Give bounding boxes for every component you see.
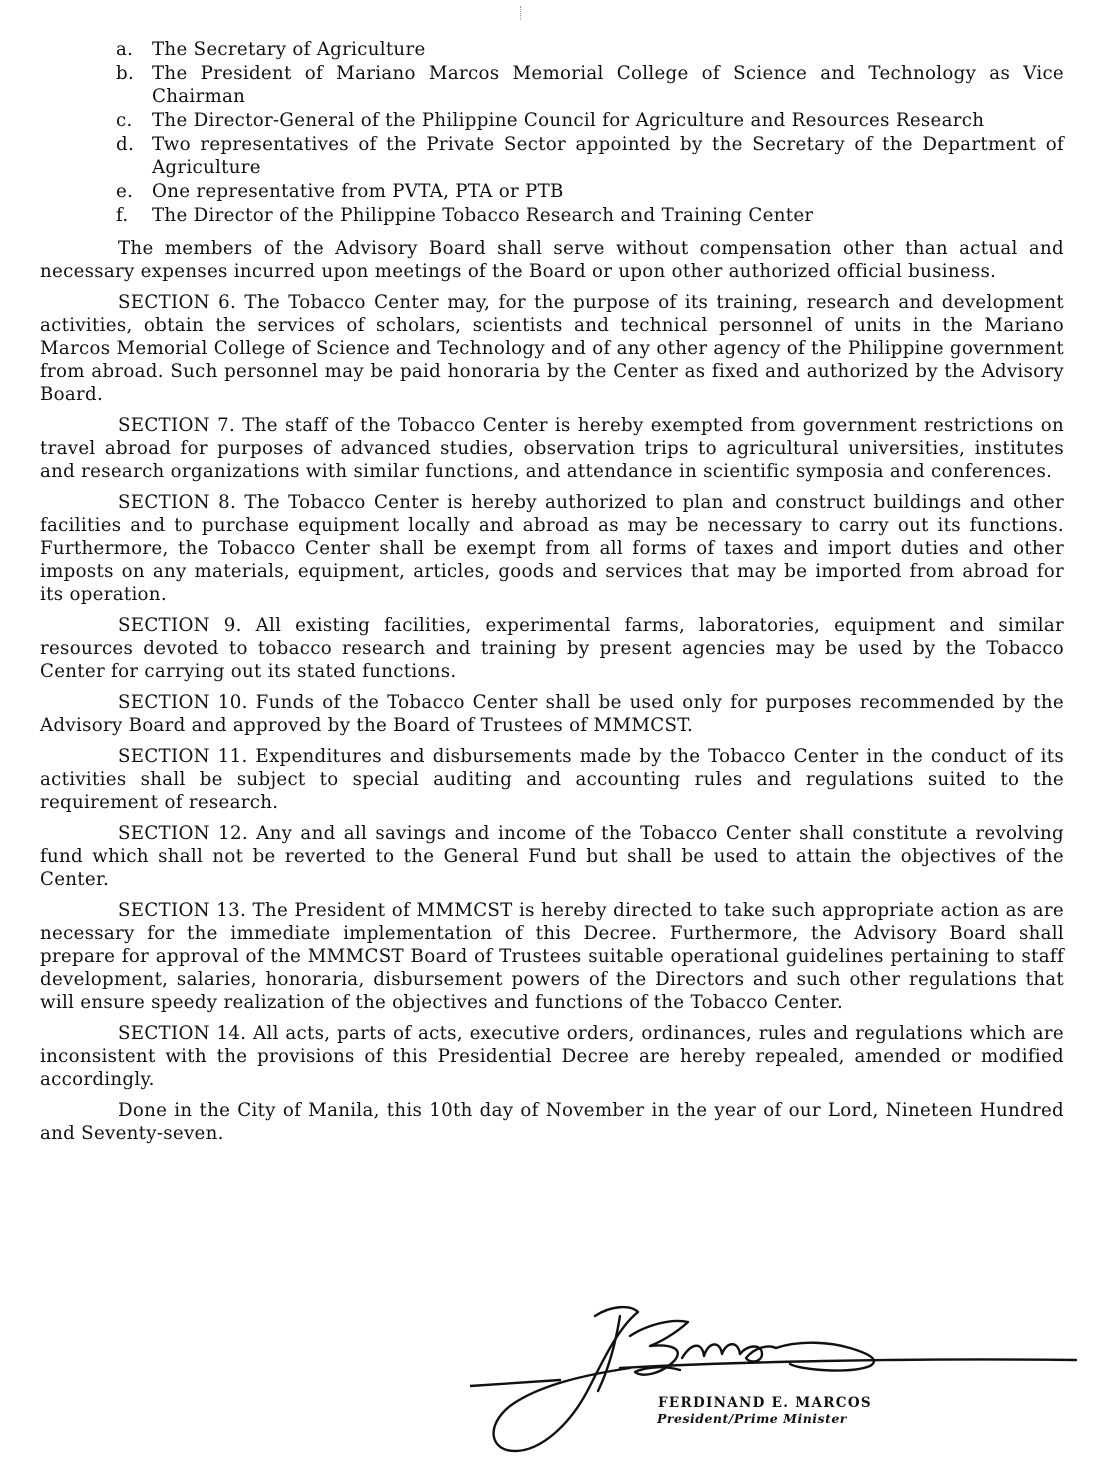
list-item-text: Two representatives of the Private Sector appointed by the Secretary of the Department of Agriculture	[152, 134, 1064, 178]
list-item-letter: e.	[116, 181, 134, 202]
list-item	[116, 204, 1064, 227]
list-item-text: The Secretary of Agriculture	[152, 39, 426, 60]
advisory-board-paragraph: The members of the Advisory Board shall serve without compensation other than actual and necessary expenses incurred upon meetings of the Board or upon other authorized official business.	[40, 238, 1064, 282]
board-members-list	[40, 38, 1064, 227]
list-item	[116, 62, 1064, 108]
signer-name: FERDINAND E. MARCOS	[658, 1395, 872, 1411]
section-7-paragraph: SECTION 7. The staff of the Tobacco Center is hereby exempted from government restrictions on travel abroad for purposes of advanced studies, observation trips to agricultural universities, institutes and research organizations with similar functions, and attendance in scientific symposia and conferences.	[40, 415, 1064, 482]
signature-block	[470, 1286, 1090, 1466]
list-item-letter: b.	[116, 63, 135, 84]
list-item	[116, 109, 1064, 132]
list-item	[116, 38, 1064, 61]
list-item-text: The Director-General of the Philippine Council for Agriculture and Resources Research	[152, 110, 985, 131]
list-item-text: The Director of the Philippine Tobacco Research and Training Center	[152, 205, 814, 226]
list-item-text: The President of Mariano Marcos Memorial College of Science and Technology as Vice Chairman	[152, 63, 1064, 107]
section-14-paragraph: SECTION 14. All acts, parts of acts, executive orders, ordinances, rules and regulations which are inconsistent with the provisions of this Presidential Decree are hereby repealed, amended or modified accordingly.	[40, 1023, 1064, 1090]
list-item-letter: d.	[116, 134, 135, 155]
list-item	[116, 133, 1064, 179]
list-item-text: One representative from PVTA, PTA or PTB	[152, 181, 564, 202]
scan-artifact	[520, 6, 523, 20]
section-13-paragraph: SECTION 13. The President of MMMCST is hereby directed to take such appropriate action as are necessary for the immediate implementation of this Decree. Furthermore, the Advisory Board shall prepare for approval of the MMMCST Board of Trustees suitable operational guidelines pertaining to staff development, salaries, honoraria, disbursement powers of the Directors and such other regulations that will ensure speedy realization of the objectives and functions of the Tobacco Center.	[40, 900, 1064, 1013]
section-12-paragraph: SECTION 12. Any and all savings and income of the Tobacco Center shall constitute a revolving fund which shall not be reverted to the General Fund but shall be used to attain the objectives of the Center.	[40, 823, 1064, 890]
list-item	[116, 180, 1064, 203]
handwritten-signature	[470, 1286, 1090, 1461]
signer-title: President/Prime Minister	[657, 1411, 847, 1426]
section-6-paragraph: SECTION 6. The Tobacco Center may, for the purpose of its training, research and development activities, obtain the services of scholars, scientists and technical personnel of units in the Mariano Marcos Memorial College of Science and Technology and of any other agency of the Philippine government from abroad. Such personnel may be paid honoraria by the Center as fixed and authorized by the Advisory Board.	[40, 292, 1064, 405]
section-9-paragraph: SECTION 9. All existing facilities, experimental farms, laboratories, equipment and similar resources devoted to tobacco research and training by present agencies may be used by the Tobacco Center for carrying out its stated functions.	[40, 615, 1064, 682]
section-10-paragraph: SECTION 10. Funds of the Tobacco Center shall be used only for purposes recommended by the Advisory Board and approved by the Board of Trustees of MMMCST.	[40, 692, 1064, 736]
section-8-paragraph: SECTION 8. The Tobacco Center is hereby authorized to plan and construct buildings and other facilities and to purchase equipment locally and abroad as may be necessary to carry out its functions. Furthermore, the Tobacco Center shall be exempt from all forms of taxes and import duties and other imposts on any materials, equipment, articles, goods and services that may be imported from abroad for its operation.	[40, 492, 1064, 605]
list-item-letter: c.	[116, 110, 133, 131]
done-in-paragraph: Done in the City of Manila, this 10th day of November in the year of our Lord, Nineteen Hundred and Seventy-seven.	[40, 1100, 1064, 1144]
list-item-letter: a.	[116, 39, 134, 60]
document-body	[40, 38, 1064, 1153]
list-item-letter: f.	[116, 205, 129, 226]
section-11-paragraph: SECTION 11. Expenditures and disbursements made by the Tobacco Center in the conduct of its activities shall be subject to special auditing and accounting rules and regulations suited to the requirement of research.	[40, 746, 1064, 813]
